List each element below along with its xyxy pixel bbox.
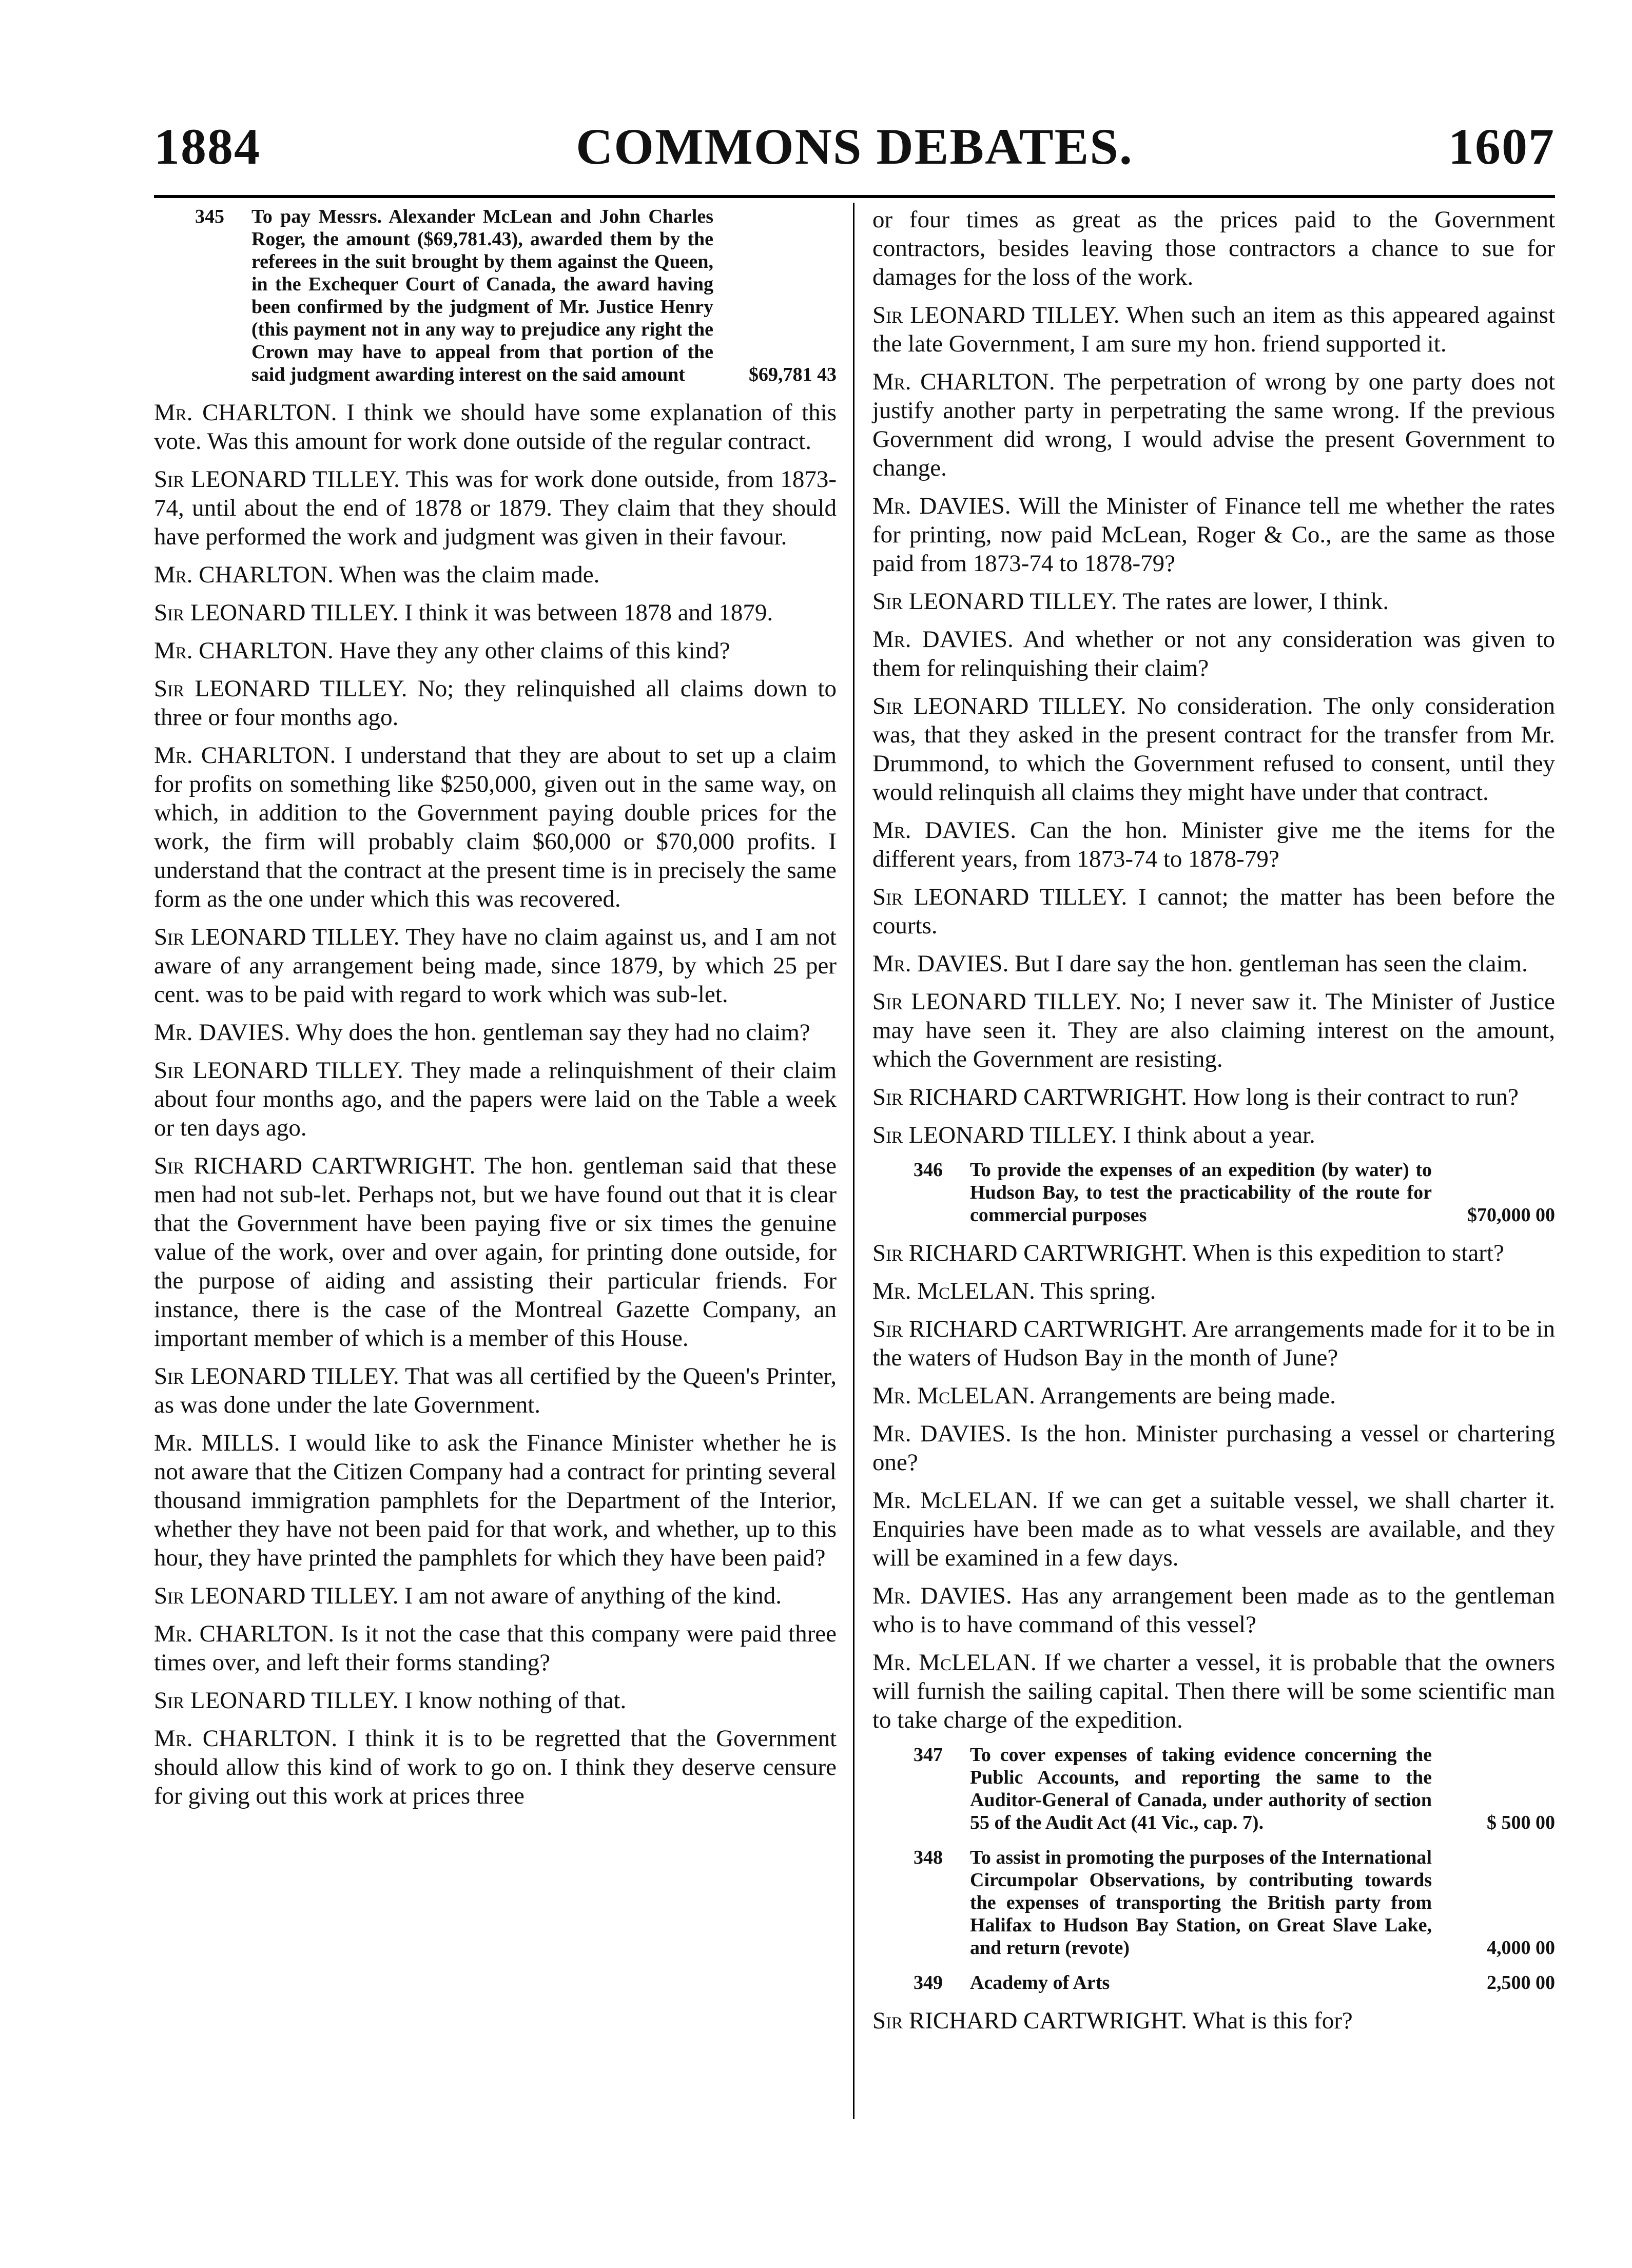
speech-text: I know nothing of that. — [404, 1687, 627, 1714]
speech-text: When such an item as this appeared against the late Government, I am sure my hon. friend supported it. — [872, 302, 1556, 357]
speech-text: Is the hon. Minister purchasing a vessel or chartering one? — [872, 1420, 1555, 1476]
debate-paragraph — [154, 1686, 837, 1715]
speech-text: What is this for? — [1192, 2007, 1353, 2034]
debate-paragraph — [872, 1486, 1555, 1572]
speaker-name: Mr. DAVIES. — [872, 493, 1011, 519]
speaker-name: Mr. CHARLTON. — [872, 368, 1055, 395]
speaker-name: Mr. McLELAN. — [872, 1487, 1038, 1514]
vote-item — [914, 1846, 1555, 1959]
speaker-name: Sir LEONARD TILLEY. — [154, 924, 400, 950]
vote-number: 346 — [914, 1159, 943, 1181]
speaker-name: Mr. CHARLTON. — [154, 742, 336, 769]
speech-text: I would like to ask the Finance Minister whether he is not aware that the Citizen Company had a contract for printing several thousand immigration pamphlets for the Department of the Interior, whether they have not been paid for that work, and whether, up to this hour, they have printed the pamphlets for which they have been paid? — [154, 1430, 837, 1571]
debate-paragraph — [154, 1724, 837, 1810]
speaker-name: Mr. DAVIES. — [154, 1019, 290, 1046]
debate-paragraph — [872, 1277, 1555, 1305]
debate-paragraph — [154, 1056, 837, 1142]
speaker-name: Mr. McLELAN. — [872, 1649, 1037, 1676]
speech-text: Why does the hon. gentleman say they had no claim? — [296, 1019, 810, 1046]
vote-amount: 2,500 00 — [1487, 1972, 1555, 1993]
speech-text: The perpetration of wrong by one party does not justify another party in perpetrating the same wrong. If the previous Government did wrong, I would advise the present Government to change. — [872, 368, 1555, 481]
debate-paragraph — [154, 598, 837, 627]
vote-amount: $ 500 00 — [1487, 1812, 1555, 1833]
speaker-name: Mr. DAVIES. — [872, 1420, 1012, 1447]
speaker-name: Sir RICHARD CARTWRIGHT. — [872, 1240, 1187, 1266]
debate-paragraph — [872, 1083, 1555, 1111]
speaker-name: Mr. MILLS. — [154, 1430, 280, 1456]
left-column — [154, 205, 837, 1820]
debate-paragraph — [154, 1151, 837, 1353]
speech-text: Are arrangements made for it to be in the waters of Hudson Bay in the month of June? — [872, 1316, 1555, 1371]
debate-paragraph — [154, 398, 837, 456]
speech-text: I think it was between 1878 and 1879. — [404, 599, 773, 626]
vote-item-346 — [914, 1159, 1555, 1226]
speech-text: Will the Minister of Finance tell me whether the rates for printing, now paid McLean, Roger & Co., are the same as those paid from 1873-74 to 1878-79? — [872, 493, 1555, 577]
debate-paragraph — [872, 1239, 1555, 1267]
speaker-name: Sir LEONARD TILLEY. — [154, 466, 400, 493]
vote-text: To cover expenses of taking evidence concerning the Public Accounts, and reporting the same to the Auditor-General of Canada, under authority of section 55 of the Audit Act (41 Vic., cap. 7). — [970, 1744, 1432, 1833]
debate-paragraph — [872, 492, 1555, 578]
speaker-name: Mr. McLELAN. — [872, 1382, 1035, 1409]
debate-paragraph — [154, 636, 837, 665]
vote-text: Academy of Arts — [970, 1972, 1110, 1993]
header-page-number: 1607 — [1448, 118, 1555, 175]
speech-text: If we charter a vessel, it is probable that the owners will furnish the sailing capital. Then there will be some scientific man to take charge of the expedition. — [872, 1649, 1555, 1733]
speech-text: No; I never saw it. The Minister of Justice may have seen it. They are also claiming interest on the amount, which the Government are resisting. — [872, 988, 1556, 1072]
right-paragraphs-a — [872, 205, 1555, 1149]
debate-paragraph — [872, 2006, 1555, 2035]
vote-text: To provide the expenses of an expedition (by water) to Hudson Bay, to test the practicability of the route for commercial purposes — [970, 1159, 1432, 1226]
speech-text: This spring. — [1040, 1278, 1156, 1304]
page-header — [154, 115, 1555, 177]
speaker-name: Sir LEONARD TILLEY. — [872, 884, 1128, 910]
speaker-name: Mr. CHARLTON. — [154, 561, 334, 588]
speaker-name: Sir LEONARD TILLEY. — [154, 599, 399, 626]
speech-text: This was for work done outside, from 1873-74, until about the end of 1878 or 1879. They claim that they should have performed the work and judgment was given in their favour. — [154, 466, 837, 550]
vote-number: 345 — [195, 206, 224, 227]
speech-text: The hon. gentleman said that these men had not sub-let. Perhaps not, but we have found out that it is clear that the Government have been paying five or six times the genuine value of the work, over and over again, for printing done outside, for the purpose of aiding and assisting their particular friends. For instance, there is the case of the Montreal Gazette Company, an important member of which is a member of this House. — [154, 1152, 837, 1352]
vote-item — [914, 1744, 1555, 1834]
speech-text: Is it not the case that this company were paid three times over, and left their forms standing? — [154, 1620, 837, 1676]
debate-paragraph — [872, 587, 1555, 616]
vote-number: 347 — [914, 1744, 943, 1766]
vote-amount: $69,781 43 — [749, 364, 837, 385]
speech-text: And whether or not any consideration was given to them for relinquishing their claim? — [872, 626, 1555, 681]
speech-text: I understand that they are about to set up a claim for profits on something like $250,000, given out in the same way, on which, in addition to the Government paying double prices for the work, the firm will probably claim $60,000 or $70,000 profits. I understand that the contract at the present time is in precisely the same form as the one under which this was recovered. — [154, 742, 837, 912]
speech-text: When is this expedition to start? — [1192, 1240, 1504, 1266]
left-paragraphs — [154, 398, 837, 1810]
speech-text: Arrangements are being made. — [1040, 1382, 1336, 1409]
debate-paragraph — [154, 1619, 837, 1677]
speech-text: Has any arrangement been made as to the gentleman who is to have command of this vessel? — [872, 1582, 1556, 1638]
debate-paragraph — [154, 674, 837, 732]
speech-text: No consideration. The only consideration was, that they asked in the present contract for the transfer from Mr. Drummond, to which the Government refused to consent, until they would relinquish all claims they might have under that contract. — [872, 693, 1556, 806]
speech-text: or four times as great as the prices paid to the Government contractors, besides leaving those contractors a chance to sue for damages for the loss of the work. — [872, 206, 1555, 290]
speaker-name: Mr. DAVIES. — [872, 950, 1009, 977]
debate-paragraph — [872, 1648, 1555, 1734]
debate-paragraph — [872, 205, 1555, 291]
speech-text: How long is their contract to run? — [1193, 1084, 1519, 1110]
speaker-name: Sir LEONARD TILLEY. — [872, 693, 1126, 719]
vote-number: 349 — [914, 1972, 943, 1993]
speaker-name: Sir LEONARD TILLEY. — [154, 1582, 399, 1609]
debate-paragraph — [872, 1121, 1555, 1149]
speaker-name: Mr. DAVIES. — [872, 817, 1017, 844]
speech-text: I think it is to be regretted that the Government should allow this kind of work to go on. I think they deserve censure for giving out this work at prices three — [154, 1725, 837, 1809]
speech-text: No; they relinquished all claims down to three or four months ago. — [154, 675, 837, 731]
speaker-name: Sir LEONARD TILLEY. — [154, 1057, 403, 1084]
debate-paragraph — [154, 1018, 837, 1047]
vote-list-347-349 — [872, 1744, 1555, 1994]
speech-text: If we can get a suitable vessel, we shall charter it. Enquiries have been made as to what vessels are available, and they will be examined in a few days. — [872, 1487, 1556, 1571]
speaker-name: Mr. CHARLTON. — [154, 1725, 338, 1752]
speaker-name: Sir LEONARD TILLEY. — [872, 302, 1120, 328]
debate-paragraph — [872, 1419, 1555, 1477]
speaker-name: Sir LEONARD TILLEY. — [154, 1687, 399, 1714]
speech-text: I cannot; the matter has been before the courts. — [872, 884, 1556, 939]
vote-text: To assist in promoting the purposes of the International Circumpolar Observations, by contributing towards the expenses of transporting the British party from Halifax to Hudson Bay Station, on Great Slave Lake, and return (revote) — [970, 1847, 1432, 1959]
speech-text: When was the claim made. — [339, 561, 600, 588]
vote-number: 348 — [914, 1847, 943, 1868]
debate-paragraph — [154, 560, 837, 589]
column-divider — [853, 203, 854, 2119]
speaker-name: Sir RICHARD CARTWRIGHT. — [154, 1152, 476, 1179]
speaker-name: Sir RICHARD CARTWRIGHT. — [872, 2007, 1187, 2034]
speech-text: They have no claim against us, and I am not aware of any arrangement being made, since 1879, by which 25 per cent. was to be paid with regard to work which was sub-let. — [154, 924, 837, 1008]
debate-paragraph — [872, 1381, 1555, 1410]
vote-amount: $70,000 00 — [1467, 1204, 1555, 1226]
right-paragraphs-b — [872, 1239, 1555, 1734]
speech-text: I think about a year. — [1123, 1122, 1315, 1148]
speaker-name: Mr. CHARLTON. — [154, 637, 334, 664]
speaker-name: Sir LEONARD TILLEY. — [154, 1363, 399, 1390]
speaker-name: Mr. CHARLTON. — [154, 1620, 335, 1647]
speaker-name: Mr. DAVIES. — [872, 1582, 1012, 1609]
debate-paragraph — [872, 692, 1555, 807]
debate-paragraph — [872, 367, 1555, 482]
speech-text: The rates are lower, I think. — [1122, 588, 1389, 615]
header-rule — [154, 195, 1555, 198]
header-year: 1884 — [154, 118, 261, 175]
vote-item-345 — [195, 205, 837, 386]
debate-paragraph — [872, 949, 1555, 978]
speaker-name: Mr. CHARLTON. — [154, 399, 337, 426]
header-title: COMMONS DEBATES. — [576, 118, 1133, 175]
speaker-name: Sir RICHARD CARTWRIGHT. — [872, 1084, 1187, 1110]
speaker-name: Mr. McLELAN. — [872, 1278, 1035, 1304]
vote-text: To pay Messrs. Alexander McLean and John Charles Roger, the amount ($69,781.43), awarded them by the referees in the suit brought by them against the Queen, in the Exchequer Court of Canada, the award having been confirmed by the judgment of Mr. Justice Henry (this payment not in any way to prejudice any right the Crown may have to appeal from that portion of the said judgment awarding interest on the said amount — [251, 206, 713, 385]
debate-paragraph — [154, 923, 837, 1009]
speech-text: But I dare say the hon. gentleman has seen the claim. — [1015, 950, 1528, 977]
debate-paragraph — [872, 301, 1555, 358]
speaker-name: Sir LEONARD TILLEY. — [154, 675, 407, 702]
speech-text: That was all certified by the Queen's Printer, as was done under the late Government. — [154, 1363, 837, 1418]
debate-paragraph — [154, 1429, 837, 1572]
debate-paragraph — [872, 625, 1555, 682]
debate-paragraph — [872, 883, 1555, 940]
debate-paragraph — [872, 1581, 1555, 1639]
debate-paragraph — [154, 741, 837, 913]
debate-paragraph — [872, 1315, 1555, 1372]
speech-text: I think we should have some explanation of this vote. Was this amount for work done outside of the regular contract. — [154, 399, 837, 455]
debate-paragraph — [872, 987, 1555, 1073]
speaker-name: Sir LEONARD TILLEY. — [872, 1122, 1117, 1148]
speaker-name: Sir LEONARD TILLEY. — [872, 588, 1117, 615]
vote-item — [914, 1971, 1555, 1994]
speech-text: Have they any other claims of this kind? — [339, 637, 730, 664]
speaker-name: Sir RICHARD CARTWRIGHT. — [872, 1316, 1188, 1342]
debate-paragraph — [154, 1362, 837, 1419]
speech-text: They made a relinquishment of their claim about four months ago, and the papers were laid on the Table a week or ten days ago. — [154, 1057, 837, 1141]
speaker-name: Sir LEONARD TILLEY. — [872, 988, 1122, 1015]
speaker-name: Mr. DAVIES. — [872, 626, 1014, 653]
vote-amount: 4,000 00 — [1487, 1937, 1555, 1959]
debate-paragraph — [154, 1581, 837, 1610]
debate-paragraph — [872, 816, 1555, 873]
right-column — [872, 205, 1555, 2044]
speech-text: Can the hon. Minister give me the items for the different years, from 1873-74 to 1878-79? — [872, 817, 1556, 872]
debate-paragraph — [154, 465, 837, 551]
speech-text: I am not aware of anything of the kind. — [404, 1582, 782, 1609]
